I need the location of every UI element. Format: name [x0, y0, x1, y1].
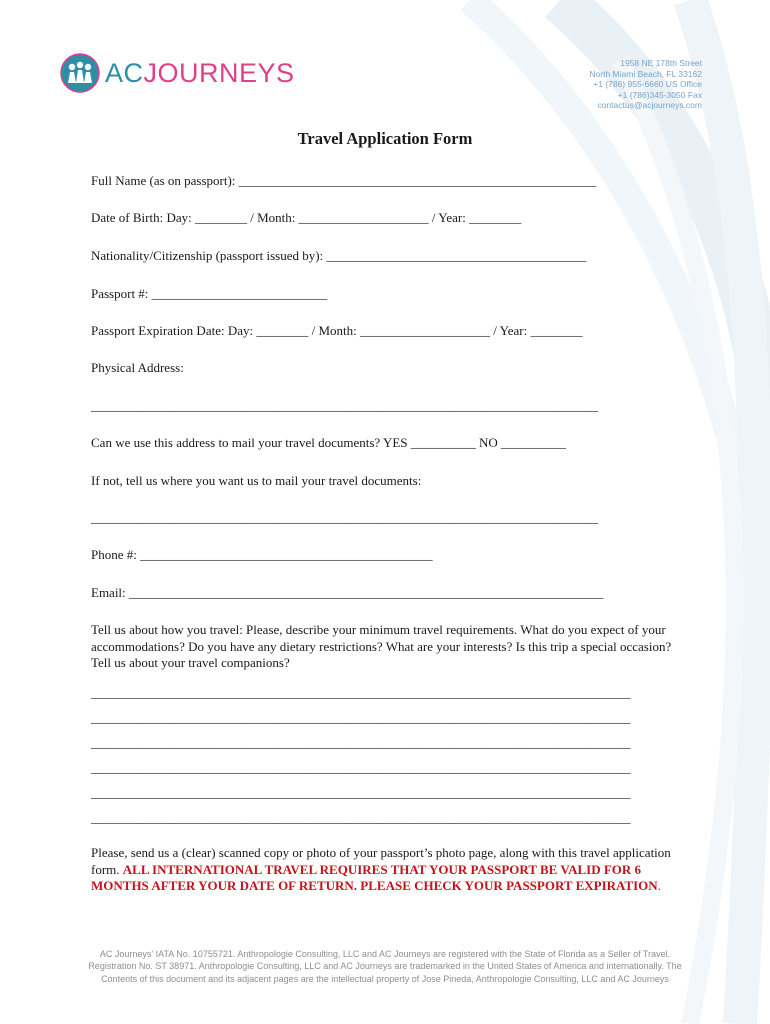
logo-wordmark — [105, 53, 295, 93]
logo-text-ac: AC — [105, 58, 144, 88]
contact-email: contactus@acjourneys.com — [597, 100, 702, 111]
office-phone: +1 (786) 955-6660 US Office — [593, 79, 702, 90]
answer-line: ___________________________________________________________________________________ — [91, 685, 631, 700]
form-title: Travel Application Form — [297, 129, 473, 148]
nationality-field: Nationality/Citizenship (passport issued by): ________________________________________ — [91, 248, 587, 263]
answer-line: ___________________________________________________________________________________ — [91, 810, 631, 825]
date-of-birth-field: Date of Birth: Day: ________ / Month: ____________________ / Year: ________ — [91, 210, 522, 225]
full-name-field: Full Name (as on passport): _______________________________________________________ — [91, 173, 597, 188]
passport-instructions — [91, 845, 691, 895]
company-contact-block — [589, 58, 702, 111]
warning-period: . — [657, 878, 661, 893]
phone-field: Phone #: _____________________________________________ — [91, 547, 433, 562]
answer-line: ___________________________________________________________________________________ — [91, 760, 631, 775]
mail-documents-question: Can we use this address to mail your travel documents? YES __________ NO __________ — [91, 435, 567, 450]
fax-number: +1 (786)345-3050 Fax — [617, 89, 702, 100]
answer-line: ___________________________________________________________________________________ — [91, 710, 631, 725]
answer-line: ___________________________________________________________________________________ — [91, 785, 631, 800]
alternate-mail-line: ______________________________________________________________________________ — [91, 510, 598, 525]
passport-expiration-field: Passport Expiration Date: Day: ________ / Month: ____________________ / Year: ________ — [91, 323, 583, 338]
alternate-mail-prompt: If not, tell us where you want us to mail your travel documents: — [91, 473, 422, 488]
answer-line: ___________________________________________________________________________________ — [91, 735, 631, 750]
travel-preferences-prompt: Tell us about how you travel: Please, describe your minimum travel requirements. What do you expect of your accommodations? Do you have any dietary restrictions? What are your interests? Is this trip a special occasion? Tell us about your travel companions? — [91, 622, 672, 670]
email-field: Email: _________________________________________________________________________ — [91, 585, 604, 600]
legal-footer: AC Journeys' IATA No. 10755721. Anthropologie Consulting, LLC and AC Journeys are registered with the State of Florida as a Seller of Travel. Registration No. ST 38971. Anthropologie Consulting, LLC and AC Journeys are trademarked in the United States of America and internationally. The Contents of this document and its adjacent pages are the intellectual property of Jose Pineda, Anthropologie Consulting, LLC and AC Journeys — [88, 949, 682, 984]
physical-address-line: ______________________________________________________________________________ — [91, 398, 598, 413]
physical-address-label: Physical Address: — [91, 360, 184, 375]
logo-text-journeys: JOURNEYS — [143, 58, 295, 88]
passport-number-field: Passport #: ___________________________ — [91, 286, 328, 301]
passport-copy-note: Please, send us a (clear) scanned copy or photo of your passport’s photo page, along with this travel application form. — [91, 845, 671, 877]
company-logo — [60, 53, 295, 93]
street-address: 1958 NE 178th Street — [620, 58, 702, 68]
passport-validity-warning: ALL INTERNATIONAL TRAVEL REQUIRES THAT YOUR PASSPORT BE VALID FOR 6 MONTHS AFTER YOUR DATE OF RETURN. PLEASE CHECK YOUR PASSPORT EXPIRATION — [91, 861, 658, 893]
people-globe-icon — [60, 53, 100, 93]
city-address: North Miami Beach, FL 33162 — [589, 68, 702, 79]
